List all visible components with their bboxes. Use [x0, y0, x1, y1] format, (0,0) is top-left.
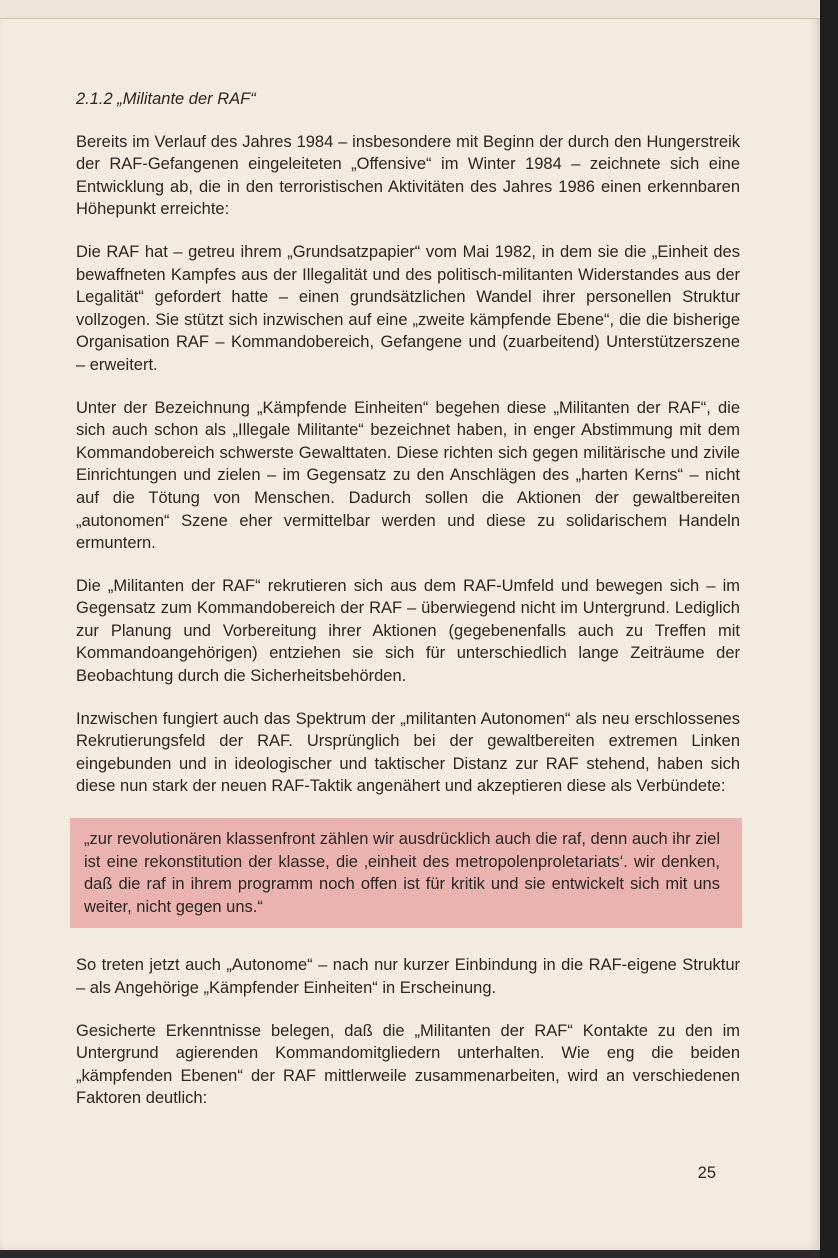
- paragraph-5: Inzwischen fungiert auch das Spektrum der „militanten Autonomen“ als neu erschlossenes Rekrutierungsfeld der RAF. Ursprünglich bei der gewaltbereiten extremen Linken eingebunden und in ideologischer und taktischer Distanz zur RAF stehend, haben sich diese nun stark der neuen RAF-Taktik angenähert und akzeptieren diese als Verbündete:: [76, 709, 740, 796]
- page-top-edge: [0, 0, 820, 19]
- page-number: 25: [697, 1164, 716, 1182]
- paragraph-7: Gesicherte Erkenntnisse belegen, daß die „Militanten der RAF“ Kontakte zu den im Untergrund agierenden Kommandomitgliedern unterhalten. Wie eng die beiden „kämpfenden Ebenen“ der RAF mittlerweile zusammenarbeiten, wird an verschiedenen Faktoren deutlich:: [76, 1021, 740, 1108]
- paragraph-1: Bereits im Verlauf des Jahres 1984 – insbesondere mit Beginn der durch den Hungerstreik der RAF-Gefangenen eingeleiteten „Offensive“ im Winter 1984 – zeichnete sich eine Entwicklung ab, die in den terroristischen Aktivitäten des Jahres 1986 einen erkennbaren Höhepunkt erreichte:: [76, 132, 740, 219]
- paragraph-2: Die RAF hat – getreu ihrem „Grundsatzpapier“ vom Mai 1982, in dem sie die „Einheit des bewaffneten Kampfes aus der Illegalität und des politisch-militanten Widerstandes aus der Legalität“ gefordert hatte – einen grundsätzlichen Wandel ihrer personellen Struktur vollzogen. Sie stützt sich inzwischen auf eine „zweite kämpfende Ebene“, die die bisherige Organisation RAF – Kommandobereich, Gefangene und (zuarbeitend) Unterstützerszene – erweitert.: [76, 242, 740, 374]
- scan-border: [820, 0, 838, 1258]
- page-content: [76, 88, 740, 1130]
- paragraph-3: Unter der Bezeichnung „Kämpfende Einheiten“ begehen diese „Militanten der RAF“, die sich auch schon als „Illegale Militante“ bezeichnet haben, in enger Abstimmung mit dem Kommandobereich schwerste Gewalttaten. Diese richten sich gegen militärische und zivile Einrichtungen und zielen – im Gegensatz zu den Anschlägen des „harten Kerns“ – nicht auf die Tötung von Menschen. Dadurch sollen die Aktionen der gewaltbereiten „autonomen“ Szene eher vermittelbar werden und diese zu solidarischem Handeln ermuntern.: [76, 398, 740, 553]
- paragraph-6: So treten jetzt auch „Autonome“ – nach nur kurzer Einbindung in die RAF-eigene Struktur – als Angehörige „Kämpfender Einheiten“ in Erscheinung.: [76, 956, 740, 997]
- highlighted-quote: „zur revolutionären klassenfront zählen wir ausdrücklich auch die raf, denn auch ihr ziel ist eine rekonstitution der klasse, die ‚einheit des metropolenproletariats‘. wir denken, daß die raf in ihrem programm noch offen ist für kritik und sie entwickelt sich mit uns weiter, nicht gegen uns.“: [70, 818, 742, 928]
- section-title: 2.1.2 „Militante der RAF“: [76, 90, 256, 108]
- paragraph-4: Die „Militanten der RAF“ rekrutieren sich aus dem RAF-Umfeld und bewegen sich – im Gegensatz zum Kommandobereich der RAF – überwiegend nicht im Untergrund. Lediglich zur Planung und Vorbereitung ihrer Aktionen (gegebenenfalls auch zu Treffen mit Kommandoangehörigen) entziehen sie sich für unterschiedlich lange Zeiträume der Beobachtung durch die Sicherheitsbehörden.: [76, 576, 740, 686]
